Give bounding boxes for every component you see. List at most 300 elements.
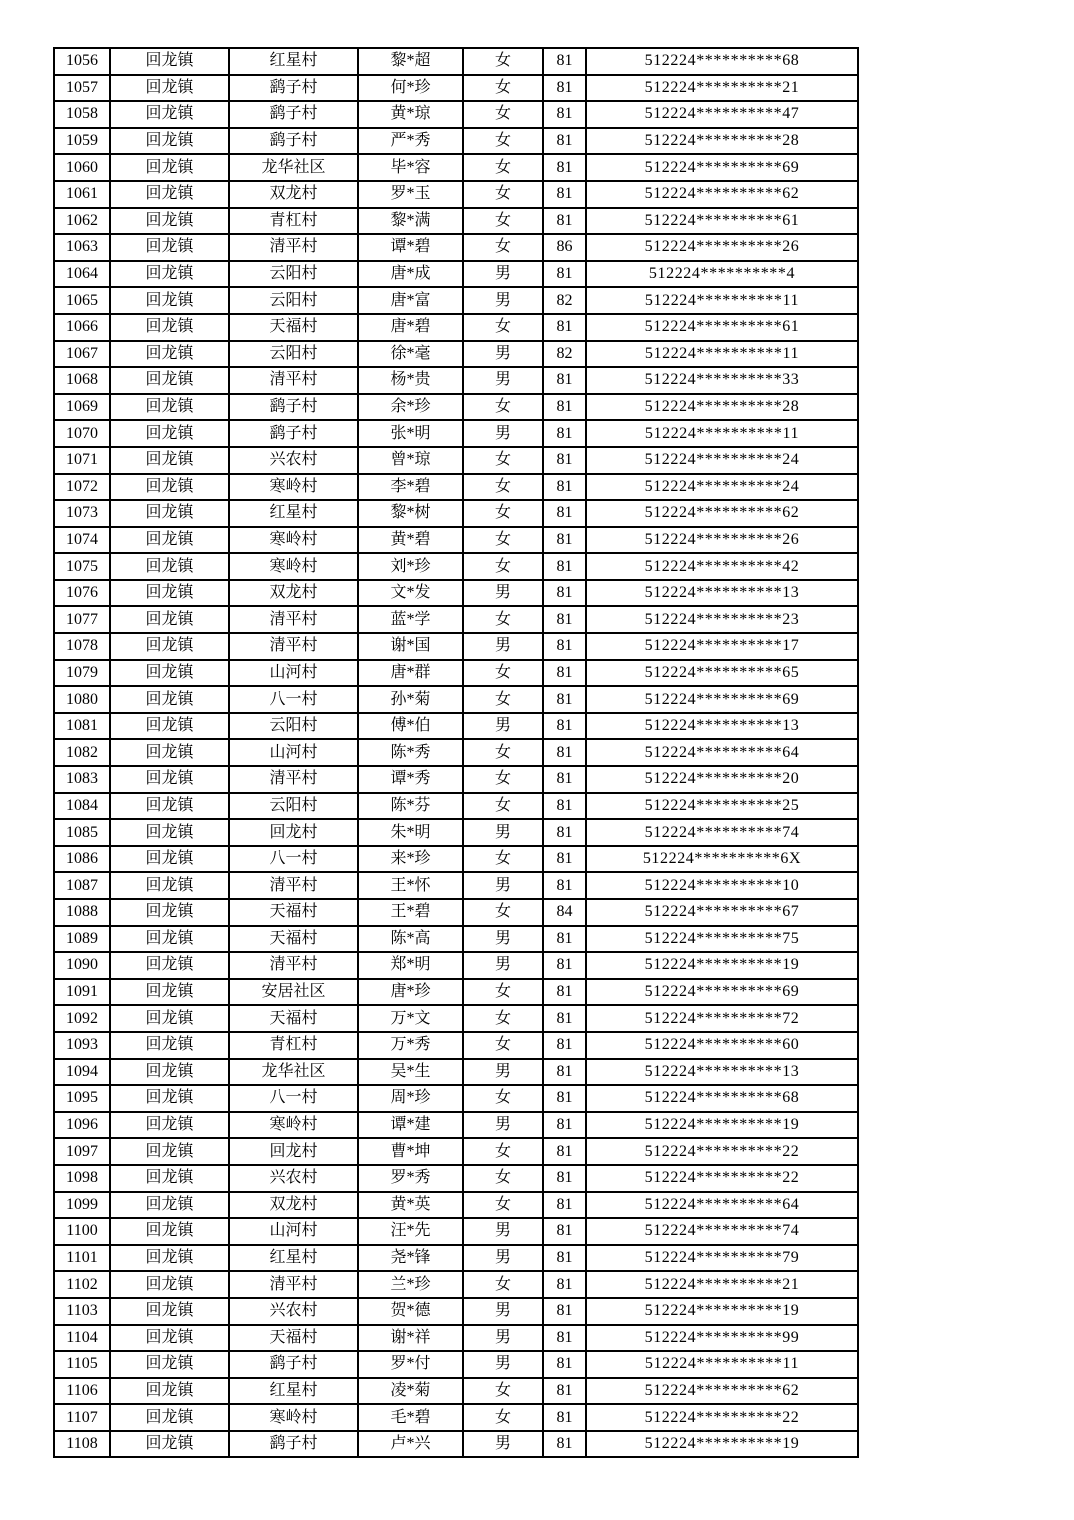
cell-gender: 女 (463, 1378, 543, 1405)
cell-village: 鹞子村 (229, 128, 358, 155)
cell-gender: 女 (463, 1085, 543, 1112)
cell-town: 回龙镇 (110, 1032, 229, 1059)
cell-gender: 男 (463, 713, 543, 740)
cell-gender: 男 (463, 872, 543, 899)
cell-age: 81 (543, 1351, 586, 1378)
cell-gender: 男 (463, 341, 543, 368)
cell-village: 龙华社区 (229, 1059, 358, 1086)
cell-serial-number: 1103 (54, 1298, 110, 1325)
cell-id-number: 512224**********72 (586, 1005, 858, 1032)
cell-serial-number: 1107 (54, 1404, 110, 1431)
cell-gender: 女 (463, 553, 543, 580)
cell-id-number: 512224**********19 (586, 1431, 858, 1458)
cell-id-number: 512224**********10 (586, 872, 858, 899)
cell-age: 81 (543, 474, 586, 501)
table-row (54, 75, 858, 102)
cell-age: 81 (543, 367, 586, 394)
cell-village: 寒岭村 (229, 553, 358, 580)
cell-town: 回龙镇 (110, 872, 229, 899)
cell-age: 82 (543, 341, 586, 368)
table-row (54, 580, 858, 607)
cell-gender: 女 (463, 1192, 543, 1219)
cell-id-number: 512224**********42 (586, 553, 858, 580)
table-row (54, 1218, 858, 1245)
cell-age: 81 (543, 633, 586, 660)
cell-age: 81 (543, 447, 586, 474)
cell-gender: 女 (463, 1032, 543, 1059)
table-row (54, 1192, 858, 1219)
cell-id-number: 512224**********22 (586, 1165, 858, 1192)
cell-village: 青杠村 (229, 208, 358, 235)
cell-gender: 男 (463, 1351, 543, 1378)
cell-person-name: 吴*生 (358, 1059, 463, 1086)
table-row (54, 500, 858, 527)
cell-person-name: 郑*明 (358, 952, 463, 979)
cell-town: 回龙镇 (110, 1431, 229, 1458)
cell-serial-number: 1090 (54, 952, 110, 979)
cell-town: 回龙镇 (110, 527, 229, 554)
cell-gender: 女 (463, 739, 543, 766)
table-row (54, 128, 858, 155)
table-row (54, 101, 858, 128)
cell-person-name: 唐*群 (358, 660, 463, 687)
cell-village: 山河村 (229, 739, 358, 766)
cell-age: 81 (543, 101, 586, 128)
cell-serial-number: 1083 (54, 766, 110, 793)
cell-town: 回龙镇 (110, 1059, 229, 1086)
cell-village: 鹞子村 (229, 1351, 358, 1378)
cell-town: 回龙镇 (110, 1298, 229, 1325)
cell-village: 清平村 (229, 367, 358, 394)
cell-village: 八一村 (229, 846, 358, 873)
table-row (54, 846, 858, 873)
cell-person-name: 唐*富 (358, 287, 463, 314)
cell-town: 回龙镇 (110, 633, 229, 660)
cell-id-number: 512224**********62 (586, 1378, 858, 1405)
cell-age: 81 (543, 793, 586, 820)
table-row (54, 713, 858, 740)
cell-town: 回龙镇 (110, 181, 229, 208)
cell-town: 回龙镇 (110, 1325, 229, 1352)
cell-age: 81 (543, 1165, 586, 1192)
table-row (54, 872, 858, 899)
cell-serial-number: 1089 (54, 926, 110, 953)
table-row (54, 739, 858, 766)
cell-village: 天福村 (229, 1325, 358, 1352)
cell-gender: 女 (463, 1005, 543, 1032)
cell-town: 回龙镇 (110, 899, 229, 926)
cell-serial-number: 1073 (54, 500, 110, 527)
table-row (54, 1245, 858, 1272)
cell-id-number: 512224**********19 (586, 952, 858, 979)
cell-town: 回龙镇 (110, 154, 229, 181)
cell-village: 红星村 (229, 1378, 358, 1405)
cell-town: 回龙镇 (110, 1112, 229, 1139)
cell-age: 81 (543, 1138, 586, 1165)
cell-village: 安居社区 (229, 979, 358, 1006)
cell-age: 81 (543, 1271, 586, 1298)
cell-person-name: 黄*碧 (358, 527, 463, 554)
table-row (54, 1271, 858, 1298)
cell-serial-number: 1085 (54, 819, 110, 846)
cell-village: 回龙村 (229, 1138, 358, 1165)
cell-serial-number: 1079 (54, 660, 110, 687)
cell-village: 清平村 (229, 633, 358, 660)
table-row (54, 766, 858, 793)
table-row (54, 553, 858, 580)
cell-age: 81 (543, 1325, 586, 1352)
cell-gender: 男 (463, 420, 543, 447)
cell-person-name: 杨*贵 (358, 367, 463, 394)
cell-town: 回龙镇 (110, 1404, 229, 1431)
cell-serial-number: 1068 (54, 367, 110, 394)
table-row (54, 1112, 858, 1139)
cell-town: 回龙镇 (110, 926, 229, 953)
cell-gender: 女 (463, 766, 543, 793)
cell-village: 清平村 (229, 766, 358, 793)
cell-age: 81 (543, 1059, 586, 1086)
table-row (54, 314, 858, 341)
cell-id-number: 512224**********99 (586, 1325, 858, 1352)
cell-serial-number: 1091 (54, 979, 110, 1006)
table-row (54, 1431, 858, 1458)
cell-town: 回龙镇 (110, 1192, 229, 1219)
cell-village: 兴农村 (229, 1298, 358, 1325)
cell-village: 回龙村 (229, 819, 358, 846)
cell-id-number: 512224**********26 (586, 234, 858, 261)
cell-serial-number: 1076 (54, 580, 110, 607)
cell-person-name: 曾*琼 (358, 447, 463, 474)
cell-serial-number: 1101 (54, 1245, 110, 1272)
cell-id-number: 512224**********26 (586, 527, 858, 554)
cell-serial-number: 1094 (54, 1059, 110, 1086)
cell-person-name: 陈*高 (358, 926, 463, 953)
cell-serial-number: 1061 (54, 181, 110, 208)
cell-serial-number: 1093 (54, 1032, 110, 1059)
cell-age: 84 (543, 899, 586, 926)
cell-id-number: 512224**********62 (586, 181, 858, 208)
cell-person-name: 黄*英 (358, 1192, 463, 1219)
cell-id-number: 512224**********11 (586, 341, 858, 368)
table-row (54, 1378, 858, 1405)
cell-id-number: 512224**********33 (586, 367, 858, 394)
cell-serial-number: 1065 (54, 287, 110, 314)
cell-serial-number: 1081 (54, 713, 110, 740)
cell-village: 云阳村 (229, 341, 358, 368)
cell-id-number: 512224**********13 (586, 580, 858, 607)
cell-age: 81 (543, 208, 586, 235)
cell-id-number: 512224**********24 (586, 447, 858, 474)
cell-gender: 女 (463, 500, 543, 527)
cell-person-name: 万*秀 (358, 1032, 463, 1059)
cell-person-name: 谢*祥 (358, 1325, 463, 1352)
cell-town: 回龙镇 (110, 341, 229, 368)
cell-serial-number: 1087 (54, 872, 110, 899)
cell-age: 81 (543, 606, 586, 633)
cell-gender: 女 (463, 447, 543, 474)
cell-gender: 男 (463, 1325, 543, 1352)
cell-age: 81 (543, 739, 586, 766)
cell-person-name: 罗*秀 (358, 1165, 463, 1192)
cell-id-number: 512224**********75 (586, 926, 858, 953)
cell-person-name: 卢*兴 (358, 1431, 463, 1458)
cell-age: 81 (543, 553, 586, 580)
cell-village: 八一村 (229, 1085, 358, 1112)
cell-village: 寒岭村 (229, 1112, 358, 1139)
cell-serial-number: 1057 (54, 75, 110, 102)
cell-town: 回龙镇 (110, 208, 229, 235)
cell-person-name: 黄*琼 (358, 101, 463, 128)
table-row (54, 793, 858, 820)
cell-age: 81 (543, 713, 586, 740)
roster-table-body (54, 48, 858, 1457)
cell-town: 回龙镇 (110, 1138, 229, 1165)
cell-gender: 男 (463, 633, 543, 660)
table-row (54, 234, 858, 261)
cell-age: 81 (543, 1431, 586, 1458)
cell-town: 回龙镇 (110, 793, 229, 820)
cell-village: 天福村 (229, 926, 358, 953)
cell-person-name: 万*文 (358, 1005, 463, 1032)
cell-age: 81 (543, 261, 586, 288)
table-row (54, 1005, 858, 1032)
cell-person-name: 王*碧 (358, 899, 463, 926)
cell-village: 清平村 (229, 606, 358, 633)
cell-gender: 男 (463, 367, 543, 394)
cell-gender: 女 (463, 314, 543, 341)
cell-person-name: 谢*国 (358, 633, 463, 660)
table-row (54, 181, 858, 208)
cell-village: 红星村 (229, 48, 358, 75)
cell-town: 回龙镇 (110, 128, 229, 155)
cell-town: 回龙镇 (110, 1378, 229, 1405)
cell-id-number: 512224**********28 (586, 394, 858, 421)
cell-id-number: 512224**********4 (586, 261, 858, 288)
cell-serial-number: 1066 (54, 314, 110, 341)
cell-age: 81 (543, 926, 586, 953)
cell-gender: 男 (463, 1218, 543, 1245)
cell-age: 81 (543, 1112, 586, 1139)
cell-id-number: 512224**********60 (586, 1032, 858, 1059)
cell-serial-number: 1070 (54, 420, 110, 447)
cell-serial-number: 1098 (54, 1165, 110, 1192)
cell-id-number: 512224**********6X (586, 846, 858, 873)
cell-village: 红星村 (229, 500, 358, 527)
cell-gender: 男 (463, 287, 543, 314)
cell-person-name: 何*珍 (358, 75, 463, 102)
cell-village: 八一村 (229, 686, 358, 713)
cell-person-name: 周*珍 (358, 1085, 463, 1112)
cell-age: 81 (543, 1085, 586, 1112)
table-row (54, 287, 858, 314)
cell-town: 回龙镇 (110, 606, 229, 633)
cell-person-name: 徐*毫 (358, 341, 463, 368)
cell-person-name: 曹*坤 (358, 1138, 463, 1165)
cell-gender: 男 (463, 819, 543, 846)
cell-village: 云阳村 (229, 287, 358, 314)
cell-village: 鹞子村 (229, 420, 358, 447)
cell-serial-number: 1062 (54, 208, 110, 235)
cell-age: 81 (543, 846, 586, 873)
table-row (54, 367, 858, 394)
cell-serial-number: 1071 (54, 447, 110, 474)
cell-village: 寒岭村 (229, 527, 358, 554)
cell-town: 回龙镇 (110, 979, 229, 1006)
cell-village: 红星村 (229, 1245, 358, 1272)
cell-person-name: 罗*玉 (358, 181, 463, 208)
cell-id-number: 512224**********47 (586, 101, 858, 128)
table-row (54, 1351, 858, 1378)
cell-serial-number: 1074 (54, 527, 110, 554)
cell-person-name: 陈*芬 (358, 793, 463, 820)
cell-gender: 女 (463, 234, 543, 261)
cell-town: 回龙镇 (110, 287, 229, 314)
cell-gender: 女 (463, 181, 543, 208)
cell-serial-number: 1100 (54, 1218, 110, 1245)
cell-town: 回龙镇 (110, 234, 229, 261)
cell-serial-number: 1078 (54, 633, 110, 660)
cell-age: 81 (543, 1032, 586, 1059)
table-row (54, 1059, 858, 1086)
cell-person-name: 唐*成 (358, 261, 463, 288)
cell-id-number: 512224**********69 (586, 979, 858, 1006)
cell-serial-number: 1088 (54, 899, 110, 926)
cell-town: 回龙镇 (110, 713, 229, 740)
cell-id-number: 512224**********11 (586, 287, 858, 314)
cell-village: 龙华社区 (229, 154, 358, 181)
cell-person-name: 陈*秀 (358, 739, 463, 766)
cell-age: 81 (543, 952, 586, 979)
table-row (54, 208, 858, 235)
cell-serial-number: 1106 (54, 1378, 110, 1405)
cell-person-name: 张*明 (358, 420, 463, 447)
cell-serial-number: 1080 (54, 686, 110, 713)
table-row (54, 1165, 858, 1192)
cell-gender: 男 (463, 952, 543, 979)
cell-town: 回龙镇 (110, 261, 229, 288)
cell-age: 81 (543, 48, 586, 75)
cell-village: 双龙村 (229, 181, 358, 208)
cell-serial-number: 1059 (54, 128, 110, 155)
cell-age: 81 (543, 1378, 586, 1405)
cell-person-name: 罗*付 (358, 1351, 463, 1378)
cell-age: 81 (543, 979, 586, 1006)
cell-town: 回龙镇 (110, 1218, 229, 1245)
cell-village: 兴农村 (229, 1165, 358, 1192)
cell-serial-number: 1069 (54, 394, 110, 421)
cell-age: 81 (543, 872, 586, 899)
table-row (54, 527, 858, 554)
cell-id-number: 512224**********19 (586, 1298, 858, 1325)
cell-town: 回龙镇 (110, 447, 229, 474)
cell-id-number: 512224**********64 (586, 739, 858, 766)
cell-person-name: 李*碧 (358, 474, 463, 501)
cell-gender: 女 (463, 394, 543, 421)
cell-gender: 女 (463, 48, 543, 75)
cell-village: 清平村 (229, 952, 358, 979)
cell-serial-number: 1056 (54, 48, 110, 75)
cell-id-number: 512224**********28 (586, 128, 858, 155)
cell-serial-number: 1097 (54, 1138, 110, 1165)
cell-town: 回龙镇 (110, 580, 229, 607)
cell-serial-number: 1086 (54, 846, 110, 873)
cell-village: 云阳村 (229, 793, 358, 820)
cell-village: 清平村 (229, 234, 358, 261)
cell-town: 回龙镇 (110, 1351, 229, 1378)
cell-age: 81 (543, 766, 586, 793)
cell-age: 81 (543, 580, 586, 607)
cell-id-number: 512224**********65 (586, 660, 858, 687)
cell-town: 回龙镇 (110, 1085, 229, 1112)
cell-village: 天福村 (229, 314, 358, 341)
cell-town: 回龙镇 (110, 394, 229, 421)
cell-id-number: 512224**********62 (586, 500, 858, 527)
table-row (54, 420, 858, 447)
cell-person-name: 毛*碧 (358, 1404, 463, 1431)
cell-id-number: 512224**********19 (586, 1112, 858, 1139)
cell-age: 81 (543, 1245, 586, 1272)
cell-age: 81 (543, 314, 586, 341)
cell-gender: 女 (463, 101, 543, 128)
cell-person-name: 孙*菊 (358, 686, 463, 713)
cell-age: 81 (543, 1298, 586, 1325)
cell-age: 81 (543, 527, 586, 554)
cell-gender: 女 (463, 128, 543, 155)
cell-serial-number: 1092 (54, 1005, 110, 1032)
cell-age: 81 (543, 420, 586, 447)
table-row (54, 261, 858, 288)
cell-gender: 男 (463, 1059, 543, 1086)
cell-serial-number: 1072 (54, 474, 110, 501)
cell-id-number: 512224**********13 (586, 1059, 858, 1086)
cell-id-number: 512224**********74 (586, 819, 858, 846)
cell-gender: 女 (463, 686, 543, 713)
cell-age: 81 (543, 394, 586, 421)
cell-village: 清平村 (229, 872, 358, 899)
cell-gender: 男 (463, 580, 543, 607)
cell-town: 回龙镇 (110, 846, 229, 873)
cell-person-name: 王*怀 (358, 872, 463, 899)
cell-town: 回龙镇 (110, 739, 229, 766)
cell-gender: 女 (463, 154, 543, 181)
cell-gender: 男 (463, 261, 543, 288)
cell-gender: 女 (463, 979, 543, 1006)
cell-serial-number: 1063 (54, 234, 110, 261)
cell-village: 鹞子村 (229, 394, 358, 421)
cell-serial-number: 1077 (54, 606, 110, 633)
cell-id-number: 512224**********20 (586, 766, 858, 793)
cell-serial-number: 1067 (54, 341, 110, 368)
cell-town: 回龙镇 (110, 819, 229, 846)
cell-gender: 女 (463, 1404, 543, 1431)
cell-id-number: 512224**********61 (586, 314, 858, 341)
table-row (54, 341, 858, 368)
table-row (54, 686, 858, 713)
cell-age: 81 (543, 819, 586, 846)
cell-town: 回龙镇 (110, 367, 229, 394)
cell-gender: 男 (463, 926, 543, 953)
cell-gender: 男 (463, 1298, 543, 1325)
cell-age: 86 (543, 234, 586, 261)
cell-serial-number: 1064 (54, 261, 110, 288)
cell-village: 山河村 (229, 660, 358, 687)
cell-person-name: 刘*珍 (358, 553, 463, 580)
table-row (54, 447, 858, 474)
cell-gender: 女 (463, 474, 543, 501)
cell-village: 鹞子村 (229, 1431, 358, 1458)
cell-age: 81 (543, 128, 586, 155)
cell-gender: 女 (463, 660, 543, 687)
